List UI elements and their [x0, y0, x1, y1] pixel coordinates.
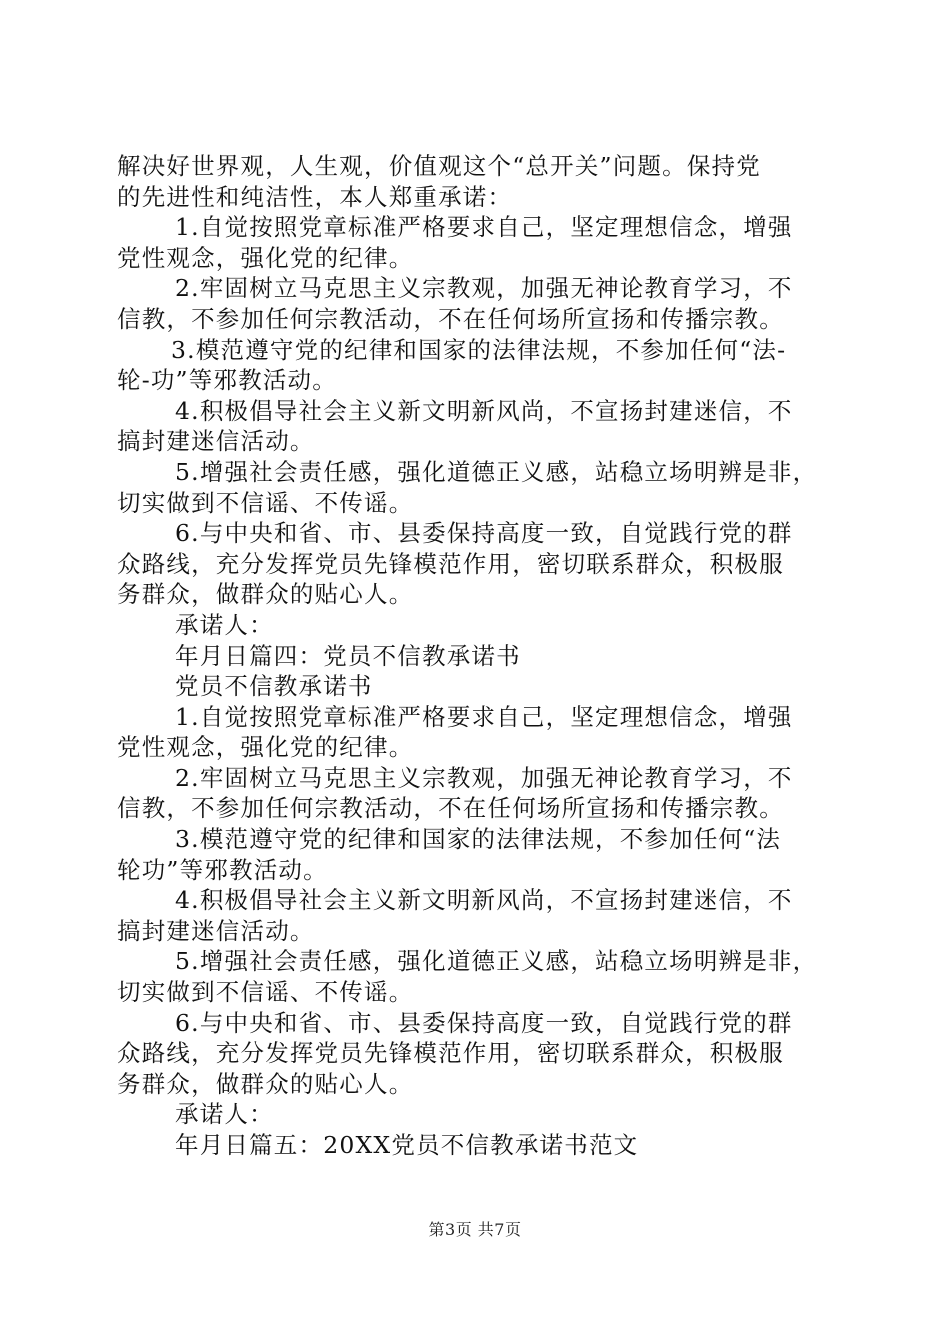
text-line: 轮-功”等邪教活动。 [117, 366, 337, 395]
text-line: 务群众，做群众的贴心人。 [117, 580, 414, 609]
text-line: 3.模范遵守党的纪律和国家的法律法规，不参加任何“法- [171, 335, 787, 364]
text-line: 众路线，充分发挥党员先锋模范作用，密切联系群众，积极服 [117, 1039, 784, 1068]
text-line: 众路线，充分发挥党员先锋模范作用，密切联系群众，积极服 [117, 549, 784, 578]
text-line: 解决好世界观，人生观，价值观这个“总开关”问题。保持党 [117, 152, 761, 180]
section-heading: 年月日篇五：20XX党员不信教承诺书范文 [175, 1131, 639, 1159]
text-line: 切实做到不信谣、不传谣。 [117, 488, 414, 517]
text-line: 2.牢固树立马克思主义宗教观，加强无神论教育学习，不 [175, 274, 793, 303]
text-line: 1.自觉按照党章标准严格要求自己，坚定理想信念，增强 [175, 702, 793, 731]
signature-label: 承诺人： [175, 610, 274, 639]
text-line: 党性观念，强化党的纪律。 [117, 243, 414, 272]
text-line: 6.与中央和省、市、县委保持高度一致，自觉践行党的群 [175, 519, 793, 548]
text-line: 4.积极倡导社会主义新文明新风尚，不宣扬封建迷信，不 [175, 396, 793, 425]
document-title: 党员不信教承诺书 [175, 672, 373, 701]
text-line: 6.与中央和省、市、县委保持高度一致，自觉践行党的群 [175, 1008, 793, 1037]
text-line: 3.模范遵守党的纪律和国家的法律法规，不参加任何“法 [175, 825, 782, 854]
text-line: 1.自觉按照党章标准严格要求自己，坚定理想信念，增强 [175, 213, 793, 242]
text-line: 切实做到不信谣、不传谣。 [117, 978, 414, 1007]
page-number: 第3页 共7页 [428, 1220, 522, 1239]
text-line: 信教，不参加任何宗教活动，不在任何场所宣扬和传播宗教。 [117, 794, 784, 823]
section-heading: 年月日篇四：党员不信教承诺书 [175, 641, 521, 670]
text-line: 2.牢固树立马克思主义宗教观，加强无神论教育学习，不 [175, 763, 793, 792]
text-line: 党性观念，强化党的纪律。 [117, 733, 414, 762]
text-line: 4.积极倡导社会主义新文明新风尚，不宣扬封建迷信，不 [175, 886, 793, 915]
text-line: 信教，不参加任何宗教活动，不在任何场所宣扬和传播宗教。 [117, 304, 784, 333]
text-line: 轮功”等邪教活动。 [117, 855, 328, 884]
signature-label: 承诺人： [175, 1100, 274, 1129]
text-line: 务群众，做群众的贴心人。 [117, 1069, 414, 1098]
text-line: 搞封建迷信活动。 [117, 427, 315, 456]
text-line: 搞封建迷信活动。 [117, 916, 315, 945]
text-line: 的先进性和纯洁性，本人郑重承诺： [117, 182, 513, 211]
text-line: 5.增强社会责任感，强化道德正义感，站稳立场明辨是非， [175, 457, 818, 486]
document-body [117, 151, 833, 1161]
text-line: 5.增强社会责任感，强化道德正义感，站稳立场明辨是非， [175, 947, 818, 976]
